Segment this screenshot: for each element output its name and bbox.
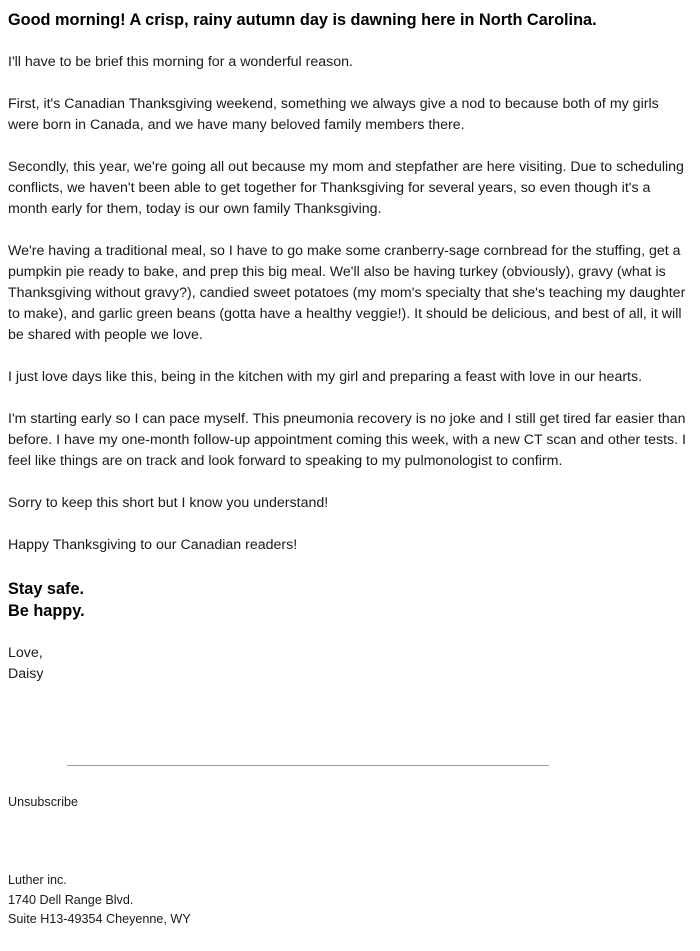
unsubscribe-link[interactable]: Unsubscribe	[8, 795, 78, 809]
paragraph-canadian-thanksgiving: First, it's Canadian Thanksgiving weekend, something we always give a nod to because both of my girls were born in Canada, and we have many beloved family members there.	[8, 96, 659, 133]
footer-divider	[67, 765, 549, 766]
footer-address	[8, 871, 191, 930]
paragraph-kitchen: I just love days like this, being in the kitchen with my girl and preparing a feast with love in our hearts.	[8, 369, 643, 385]
signoff-love: Love,	[8, 645, 43, 661]
closing-line-stay-safe: Stay safe.	[8, 580, 85, 598]
closing-block	[8, 578, 692, 622]
address-company: Luther inc.	[8, 873, 67, 887]
email-body	[8, 0, 692, 685]
paragraph-recovery: I'm starting early so I can pace myself. This pneumonia recovery is no joke and I still get tired far easier than before. I have my one-month follow-up appointment coming this week, with a new CT scan and other tests. I feel like things are on track and look forward to speaking to my pulmonologist to confirm.	[8, 411, 686, 469]
paragraph-family-visit: Secondly, this year, we're going all out because my mom and stepfather are here visiting. Due to scheduling conflicts, we haven't been able to get together for Thanksgiving for several years, so even though it's a month early for them, today is our own family Thanksgiving.	[8, 159, 684, 217]
email-headline: Good morning! A crisp, rainy autumn day is dawning here in North Carolina.	[8, 11, 597, 29]
address-street: 1740 Dell Range Blvd.	[8, 892, 134, 907]
paragraph-greeting: Happy Thanksgiving to our Canadian readers!	[8, 537, 298, 553]
address-suite-city: Suite H13-49354 Cheyenne, WY	[8, 912, 191, 926]
paragraph-short: Sorry to keep this short but I know you understand!	[8, 495, 329, 511]
paragraph-meal: We're having a traditional meal, so I have to go make some cranberry-sage cornbread for the stuffing, get a pumpkin pie ready to bake, and prep this big meal. We'll also be having turkey (obviously), gravy (what is Thanksgiving without gravy?), candied sweet potatoes (my mom's specialty that she's teaching my daughter to make), and garlic green beans (gotta have a healthy veggie!). It should be delicious, and best of all, it will be shared with people we love.	[8, 243, 686, 343]
paragraph-intro: I'll have to be brief this morning for a wonderful reason.	[8, 54, 353, 70]
signoff-block	[8, 643, 692, 685]
signoff-name: Daisy	[8, 666, 44, 682]
closing-line-be-happy: Be happy.	[8, 602, 85, 620]
